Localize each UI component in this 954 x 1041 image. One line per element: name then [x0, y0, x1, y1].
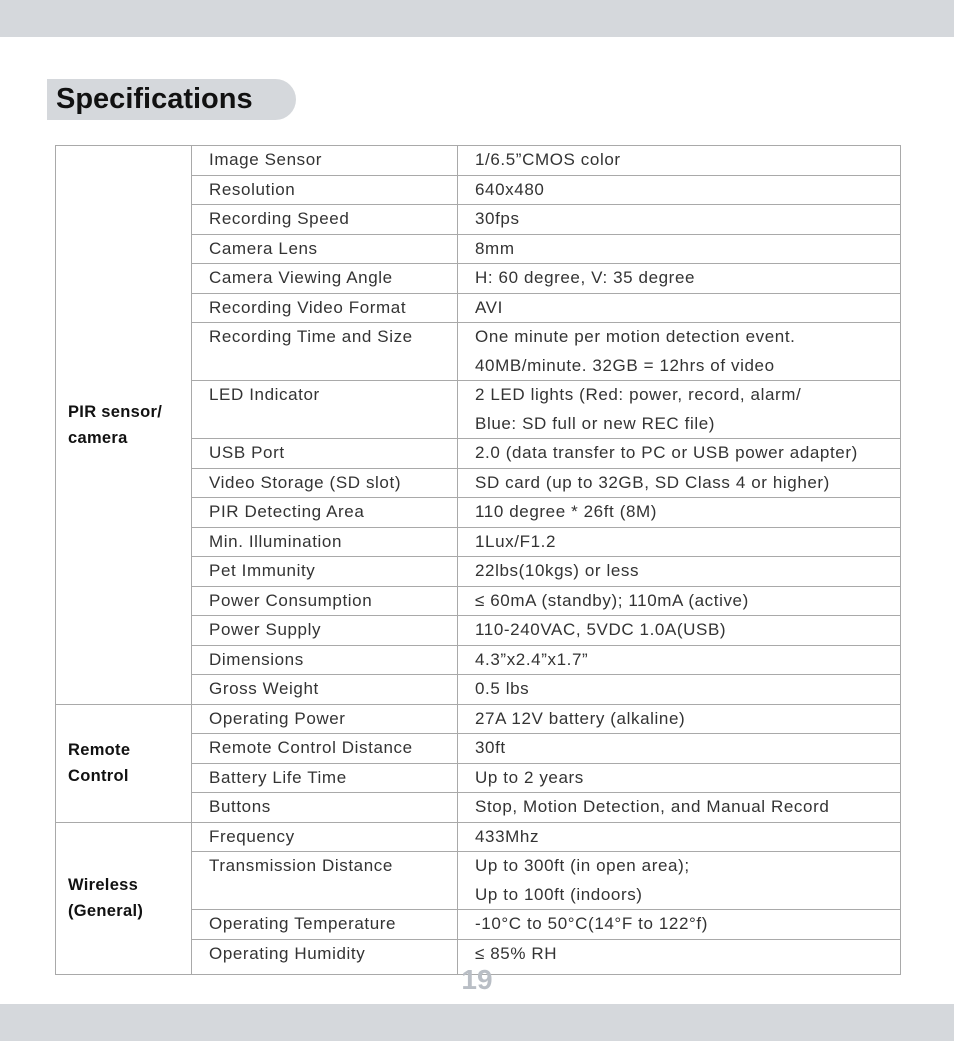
specifications-table-body [56, 146, 901, 975]
group-name-line: Control [68, 767, 129, 785]
spec-label-line: Operating Temperature [209, 914, 397, 933]
spec-value [458, 498, 901, 528]
spec-value-line: Stop, Motion Detection, and Manual Record [475, 797, 830, 816]
spec-label [192, 293, 458, 323]
spec-value-line: 110-240VAC, 5VDC 1.0A(USB) [475, 620, 727, 639]
spec-label-line: Min. Illumination [209, 531, 343, 551]
spec-value-line: AVI [475, 297, 503, 317]
spec-value-line: 110 degree * 26ft (8M) [475, 502, 658, 521]
table-row [56, 146, 901, 176]
spec-label [192, 381, 458, 439]
spec-value-line: 2.0 (data transfer to PC or USB power adapter) [475, 443, 858, 462]
spec-label-line: Buttons [209, 797, 271, 816]
spec-value-line: 40MB/minute. 32GB = 12hrs of video [475, 355, 775, 375]
spec-value [458, 323, 901, 381]
table-row [56, 822, 901, 852]
spec-value-line: 8mm [475, 238, 515, 258]
page-number: 19 [461, 964, 493, 995]
spec-value-line: 30ft [475, 738, 506, 757]
spec-value-line: 0.5 lbs [475, 679, 530, 698]
spec-value-line: 2 LED lights (Red: power, record, alarm/ [475, 385, 802, 404]
spec-value-line: 22lbs(10kgs) or less [475, 561, 640, 580]
group-name [56, 704, 192, 822]
spec-label [192, 704, 458, 734]
group-name-line: Wireless [68, 876, 139, 894]
spec-label [192, 323, 458, 381]
spec-value [458, 586, 901, 616]
spec-label [192, 175, 458, 205]
spec-label-line: Camera Viewing Angle [209, 268, 393, 287]
spec-label [192, 468, 458, 498]
spec-label-line: Recording Time and Size [209, 327, 413, 346]
spec-label [192, 527, 458, 557]
spec-value [458, 175, 901, 205]
spec-value-line: H: 60 degree, V: 35 degree [475, 268, 696, 287]
spec-value-line: ≤ 85% RH [475, 943, 558, 963]
spec-label [192, 645, 458, 675]
spec-label-line: Battery Life Time [209, 767, 347, 787]
spec-value [458, 822, 901, 852]
spec-value-line: 433Mhz [475, 826, 540, 846]
footer-bar [0, 1004, 954, 1041]
spec-value [458, 439, 901, 469]
page-title: Specifications [56, 83, 253, 115]
spec-value-line: SD card (up to 32GB, SD Class 4 or higher) [475, 472, 830, 492]
spec-label-line: Frequency [209, 826, 295, 846]
spec-value [458, 645, 901, 675]
spec-value [458, 264, 901, 294]
table-row [56, 704, 901, 734]
spec-label [192, 616, 458, 646]
spec-label [192, 439, 458, 469]
spec-label [192, 852, 458, 910]
spec-value [458, 616, 901, 646]
spec-value-line: 30fps [475, 209, 520, 228]
spec-value-line: One minute per motion detection event. [475, 327, 796, 346]
spec-label-line: Remote Control Distance [209, 738, 413, 757]
spec-label-line: Camera Lens [209, 238, 318, 258]
spec-value-line: 27A 12V battery (alkaline) [475, 708, 686, 728]
spec-label-line: Recording Video Format [209, 297, 407, 317]
spec-label-line: Transmission Distance [209, 856, 393, 875]
spec-value-line: 1Lux/F1.2 [475, 531, 557, 551]
spec-label-line: Power Consumption [209, 590, 373, 610]
spec-label-line: Recording Speed [209, 209, 350, 228]
spec-label-line: Video Storage (SD slot) [209, 472, 402, 492]
group-name [56, 146, 192, 705]
spec-value-line: ≤ 60mA (standby); 110mA (active) [475, 590, 749, 610]
spec-label-line: LED Indicator [209, 385, 320, 404]
spec-value-line: Blue: SD full or new REC file) [475, 413, 716, 433]
spec-label-line: Operating Humidity [209, 943, 366, 963]
spec-label [192, 146, 458, 176]
spec-value [458, 675, 901, 705]
header-bar [0, 0, 954, 37]
spec-value [458, 234, 901, 264]
spec-label-line: PIR Detecting Area [209, 502, 365, 521]
spec-label [192, 205, 458, 235]
spec-label [192, 557, 458, 587]
group-name-line: (General) [68, 902, 144, 920]
spec-value-line: 4.3”x2.4”x1.7” [475, 649, 589, 669]
spec-value [458, 704, 901, 734]
spec-value-line: Up to 100ft (indoors) [475, 884, 643, 904]
spec-value [458, 381, 901, 439]
spec-label [192, 498, 458, 528]
spec-value [458, 293, 901, 323]
spec-value [458, 763, 901, 793]
spec-label-line: Image Sensor [209, 150, 323, 169]
spec-label [192, 675, 458, 705]
spec-value [458, 146, 901, 176]
spec-value [458, 557, 901, 587]
spec-value-line: -10°C to 50°C(14°F to 122°f) [475, 914, 708, 933]
spec-value [458, 852, 901, 910]
spec-value [458, 734, 901, 764]
spec-label [192, 234, 458, 264]
group-name [56, 822, 192, 974]
spec-value [458, 793, 901, 823]
spec-value-line: 1/6.5”CMOS color [475, 150, 621, 169]
spec-label [192, 793, 458, 823]
group-name-line: camera [68, 428, 128, 447]
spec-value [458, 910, 901, 940]
spec-value [458, 527, 901, 557]
spec-label [192, 264, 458, 294]
spec-label [192, 586, 458, 616]
spec-label-line: Power Supply [209, 620, 322, 639]
spec-label-line: Pet Immunity [209, 561, 316, 580]
spec-label-line: USB Port [209, 443, 285, 462]
spec-label [192, 910, 458, 940]
spec-value-line: Up to 2 years [475, 767, 584, 787]
spec-label-line: Operating Power [209, 708, 346, 728]
spec-value-line: 640x480 [475, 179, 545, 199]
spec-label-line: Gross Weight [209, 679, 319, 698]
spec-label [192, 734, 458, 764]
spec-label [192, 763, 458, 793]
spec-value-line: Up to 300ft (in open area); [475, 856, 690, 875]
group-name-line: PIR sensor/ [68, 402, 163, 421]
specifications-table [55, 145, 901, 975]
group-name-line: Remote [68, 741, 131, 759]
spec-value [458, 468, 901, 498]
spec-label [192, 822, 458, 852]
spec-label-line: Resolution [209, 179, 296, 199]
spec-label-line: Dimensions [209, 649, 304, 669]
spec-value [458, 205, 901, 235]
